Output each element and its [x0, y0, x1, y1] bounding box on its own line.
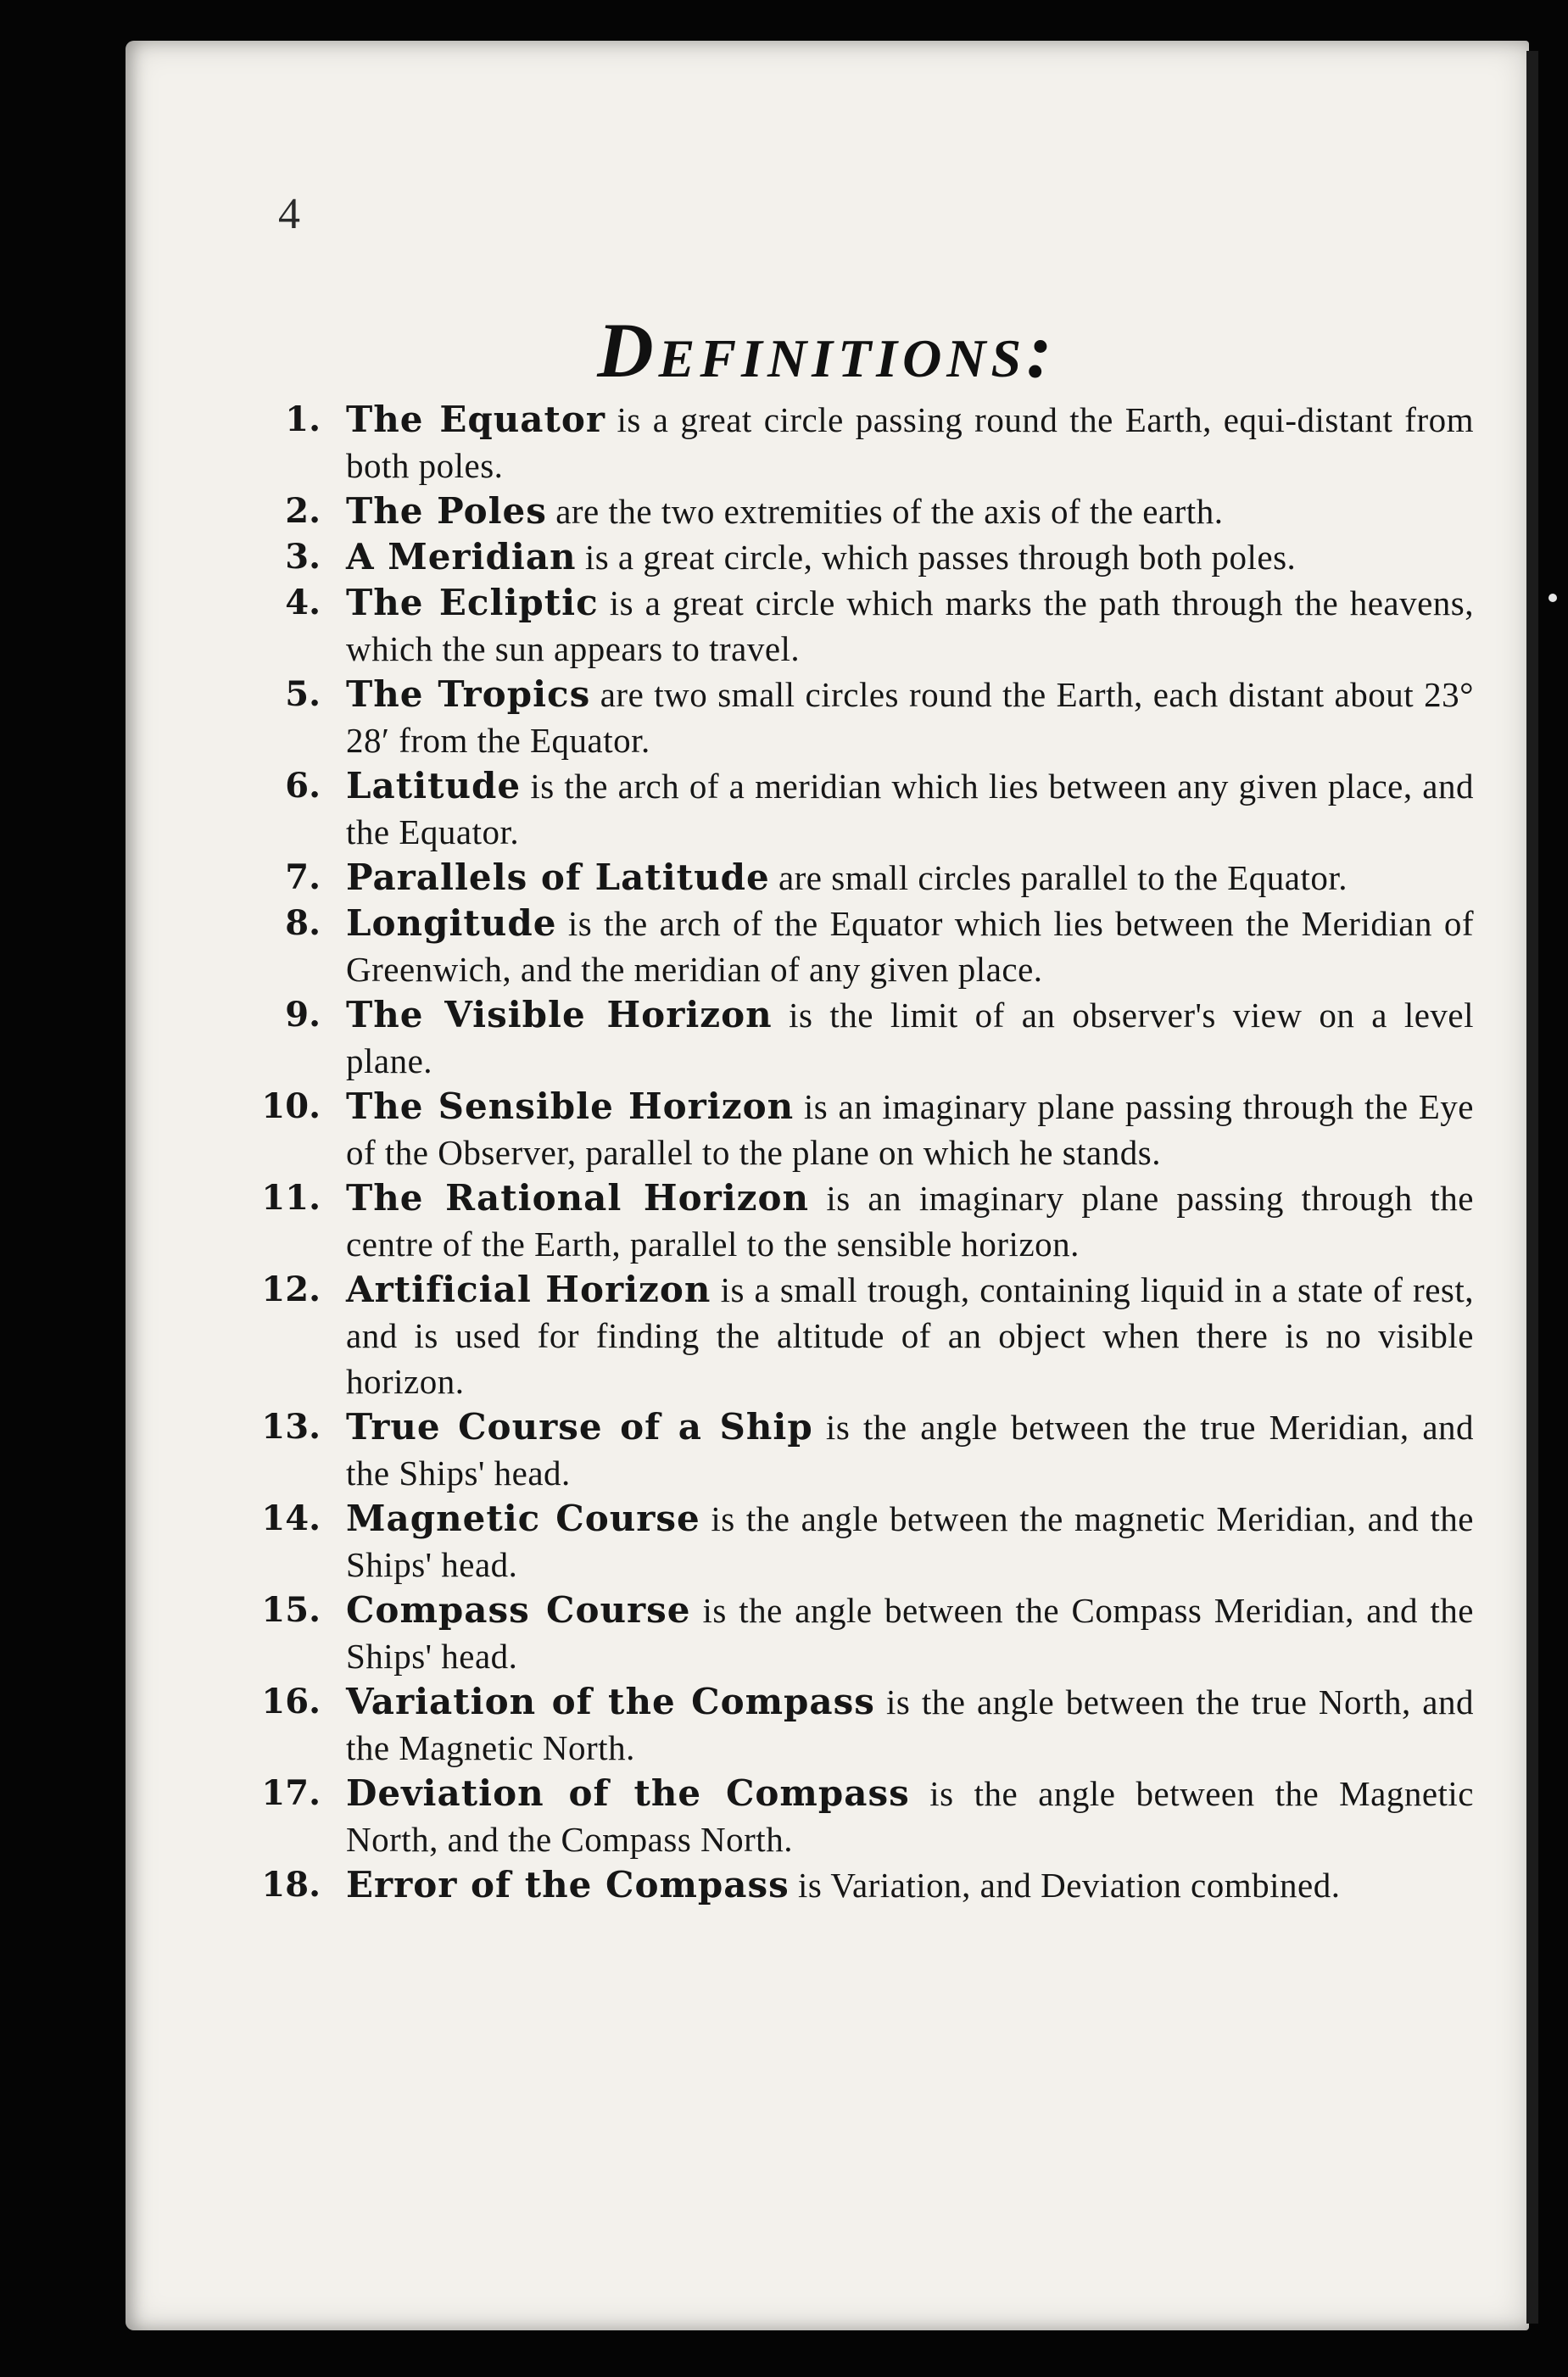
definition-term: The Equator [346, 399, 605, 440]
definition-text: is the limit of an observer's view on a level plane. [346, 996, 1474, 1080]
definition-text: is the arch of a meridian which lies between any given place, and the Equator. [346, 767, 1474, 851]
definition-text: is the arch of the Equator which lies between the Meridian of Greenwich, and the meridian of any given place. [346, 904, 1474, 989]
definition-item [227, 992, 1474, 1084]
definition-term: The Ecliptic [346, 582, 599, 623]
definition-number: 8. [285, 903, 321, 943]
definition-text: is the angle between the Compass Meridian, and the Ships' head. [346, 1591, 1474, 1676]
definition-term: A Meridian [346, 536, 577, 578]
definition-term: Magnetic Course [346, 1498, 700, 1539]
definition-term: True Course of a Ship [346, 1406, 813, 1448]
definition-text: is the angle between the true Meridian, and the Ships' head. [346, 1408, 1475, 1493]
definition-text: is Variation, and Deviation combined. [798, 1866, 1341, 1905]
definitions-list [227, 397, 1474, 1908]
definition-number: 6. [285, 766, 321, 806]
definition-item [227, 488, 1474, 534]
definition-term: Error of the Compass [346, 1864, 790, 1906]
definition-item [227, 534, 1474, 580]
definition-number: 3. [285, 537, 321, 577]
definition-text: are two small circles round the Earth, each distant about 23° 28′ from the Equator. [346, 675, 1475, 760]
definition-term: The Rational Horizon [346, 1177, 810, 1219]
definition-text: is an imaginary plane passing through the centre of the Earth, parallel to the sensible horizon. [346, 1179, 1475, 1264]
definition-item [227, 763, 1474, 855]
book-spine [1526, 51, 1538, 2324]
definition-text: is a great circle passing round the Earth, equi-distant from both poles. [346, 400, 1475, 485]
definition-item [227, 1862, 1474, 1908]
book-page [126, 41, 1529, 2330]
page-heading: Definitions: [597, 307, 1057, 393]
definition-number: 12. [261, 1269, 321, 1309]
definition-number: 17. [261, 1773, 321, 1813]
definition-item [227, 1587, 1474, 1679]
definition-item [227, 1175, 1474, 1267]
definition-term: Latitude [346, 765, 522, 806]
definition-item [227, 1771, 1474, 1862]
definition-number: 11. [261, 1178, 321, 1218]
definition-text: is an imaginary plane passing through the Eye of the Observer, parallel to the plane on which he stands. [346, 1087, 1475, 1172]
page-number: 4 [278, 190, 300, 238]
definition-term: Parallels of Latitude [346, 857, 770, 898]
definition-number: 16. [261, 1682, 321, 1721]
definition-term: Compass Course [346, 1589, 691, 1631]
definition-item [227, 672, 1474, 763]
definition-number: 9. [285, 995, 321, 1035]
definition-number: 13. [261, 1407, 321, 1447]
definition-text: are small circles parallel to the Equator. [778, 858, 1348, 897]
definition-term: The Sensible Horizon [346, 1085, 795, 1127]
definition-term: The Poles [346, 490, 547, 532]
definition-number: 1. [285, 399, 321, 439]
definition-text: is a great circle which marks the path through the heavens, which the sun appears to travel. [346, 583, 1474, 668]
definition-text: is a great circle, which passes through both poles. [584, 538, 1297, 577]
definition-number: 4. [285, 583, 321, 622]
definition-number: 5. [285, 674, 321, 714]
definition-item [227, 1679, 1474, 1771]
definition-item [227, 901, 1474, 992]
definition-number: 18. [261, 1865, 321, 1905]
definition-item [227, 1496, 1474, 1587]
definition-text: is a small trough, containing liquid in a state of rest, and is used for finding the altitude of an object when there is no visible horizon. [346, 1270, 1475, 1401]
definition-term: The Tropics [346, 673, 591, 715]
definition-term: Variation of the Compass [346, 1681, 875, 1722]
definition-term: The Visible Horizon [346, 994, 773, 1035]
definition-item [227, 397, 1474, 488]
definition-text: is the angle between the Magnetic North, and the Compass North. [346, 1774, 1475, 1859]
definition-text: are the two extremities of the axis of the earth. [555, 492, 1224, 531]
definition-number: 15. [261, 1590, 321, 1630]
definition-text: is the angle between the true North, and the Magnetic North. [346, 1682, 1474, 1767]
definition-item [227, 1267, 1474, 1404]
definition-item [227, 1404, 1474, 1496]
definition-item [227, 1084, 1474, 1175]
definition-item [227, 855, 1474, 901]
definition-number: 14. [261, 1498, 321, 1538]
definition-number: 2. [285, 491, 321, 531]
definition-number: 7. [285, 857, 321, 897]
definition-term: Artificial Horizon [346, 1269, 711, 1310]
definition-term: Deviation of the Compass [346, 1772, 910, 1814]
definition-item [227, 580, 1474, 672]
definition-term: Longitude [346, 902, 557, 944]
definition-number: 10. [261, 1086, 321, 1126]
definition-text: is the angle between the magnetic Meridian, and the Ships' head. [346, 1499, 1474, 1584]
edge-mark [1548, 594, 1557, 602]
